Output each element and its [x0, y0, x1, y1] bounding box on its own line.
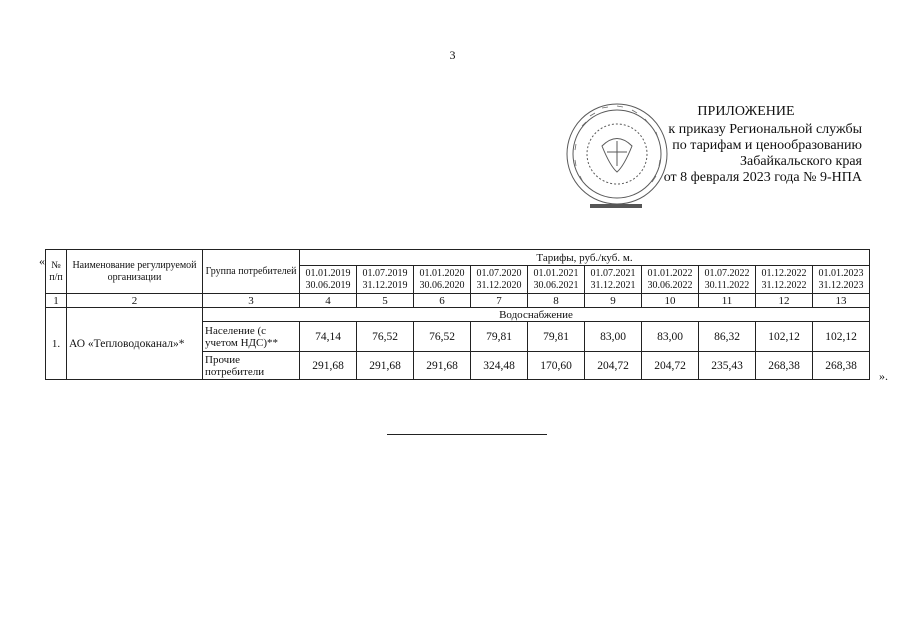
- appendix-line-3: Забайкальского края: [739, 154, 862, 169]
- tariff-value: 83,00: [642, 322, 699, 352]
- appendix-line-2: по тарифам и ценообразованию: [672, 138, 862, 153]
- column-number: 11: [699, 294, 756, 308]
- closing-quote: ».: [879, 369, 888, 383]
- period-cell: 01.01.2021 30.06.2021: [528, 266, 585, 294]
- consumer-group: Население (с учетом НДС)**: [203, 322, 300, 352]
- column-number: 8: [528, 294, 585, 308]
- column-number: 9: [585, 294, 642, 308]
- separator-line: [387, 434, 547, 435]
- row-number: 1.: [46, 308, 67, 380]
- tariff-value: 79,81: [528, 322, 585, 352]
- page-number: 3: [449, 48, 456, 62]
- section-title: Водоснабжение: [203, 308, 870, 322]
- organization-name: АО «Тепловодоканал»*: [67, 308, 203, 380]
- appendix-title: ПРИЛОЖЕНИЕ: [697, 104, 795, 119]
- appendix-line-1: к приказу Региональной службы: [668, 122, 862, 137]
- column-number: 7: [471, 294, 528, 308]
- tariff-value: 268,38: [756, 352, 813, 380]
- period-cell: 01.07.2022 30.11.2022: [699, 266, 756, 294]
- period-cell: 01.01.2020 30.06.2020: [414, 266, 471, 294]
- tariff-value: 170,60: [528, 352, 585, 380]
- column-number: 5: [357, 294, 414, 308]
- period-cell: 01.01.2023 31.12.2023: [813, 266, 870, 294]
- header-tariffs: Тарифы, руб./куб. м.: [300, 250, 870, 266]
- tariff-value: 74,14: [300, 322, 357, 352]
- column-number: 4: [300, 294, 357, 308]
- column-number: 10: [642, 294, 699, 308]
- column-number: 1: [46, 294, 67, 308]
- tariff-value: 76,52: [414, 322, 471, 352]
- tariff-value: 291,68: [357, 352, 414, 380]
- tariff-value: 268,38: [813, 352, 870, 380]
- tariff-value: 83,00: [585, 322, 642, 352]
- column-number: 6: [414, 294, 471, 308]
- column-number: 12: [756, 294, 813, 308]
- tariff-value: 204,72: [585, 352, 642, 380]
- tariff-value: 102,12: [813, 322, 870, 352]
- tariff-value: 204,72: [642, 352, 699, 380]
- tariff-value: 235,43: [699, 352, 756, 380]
- period-cell: 01.01.2019 30.06.2019: [300, 266, 357, 294]
- column-number-row: [46, 294, 870, 308]
- column-number: 3: [203, 294, 300, 308]
- period-cell: 01.07.2021 31.12.2021: [585, 266, 642, 294]
- column-number: 2: [67, 294, 203, 308]
- tariff-table: [45, 249, 870, 380]
- header-consumer-group: Группа потребителей: [203, 250, 300, 294]
- period-cell: 01.07.2020 31.12.2020: [471, 266, 528, 294]
- period-cell: 01.01.2022 30.06.2022: [642, 266, 699, 294]
- header-organization: Наименование регулируемой организации: [67, 250, 203, 294]
- tariff-value: 324,48: [471, 352, 528, 380]
- tariff-value: 79,81: [471, 322, 528, 352]
- column-number: 13: [813, 294, 870, 308]
- appendix-line-4: от 8 февраля 2023 года № 9-НПА: [663, 170, 862, 185]
- header-number: № п/п: [46, 250, 67, 294]
- consumer-group: Прочие потребители: [203, 352, 300, 380]
- tariff-value: 76,52: [357, 322, 414, 352]
- tariff-value: 291,68: [300, 352, 357, 380]
- appendix-header: [600, 104, 862, 186]
- tariff-value: 86,32: [699, 322, 756, 352]
- opening-quote: «: [39, 254, 45, 268]
- tariff-value: 102,12: [756, 322, 813, 352]
- tariff-value: 291,68: [414, 352, 471, 380]
- period-cell: 01.07.2019 31.12.2019: [357, 266, 414, 294]
- period-cell: 01.12.2022 31.12.2022: [756, 266, 813, 294]
